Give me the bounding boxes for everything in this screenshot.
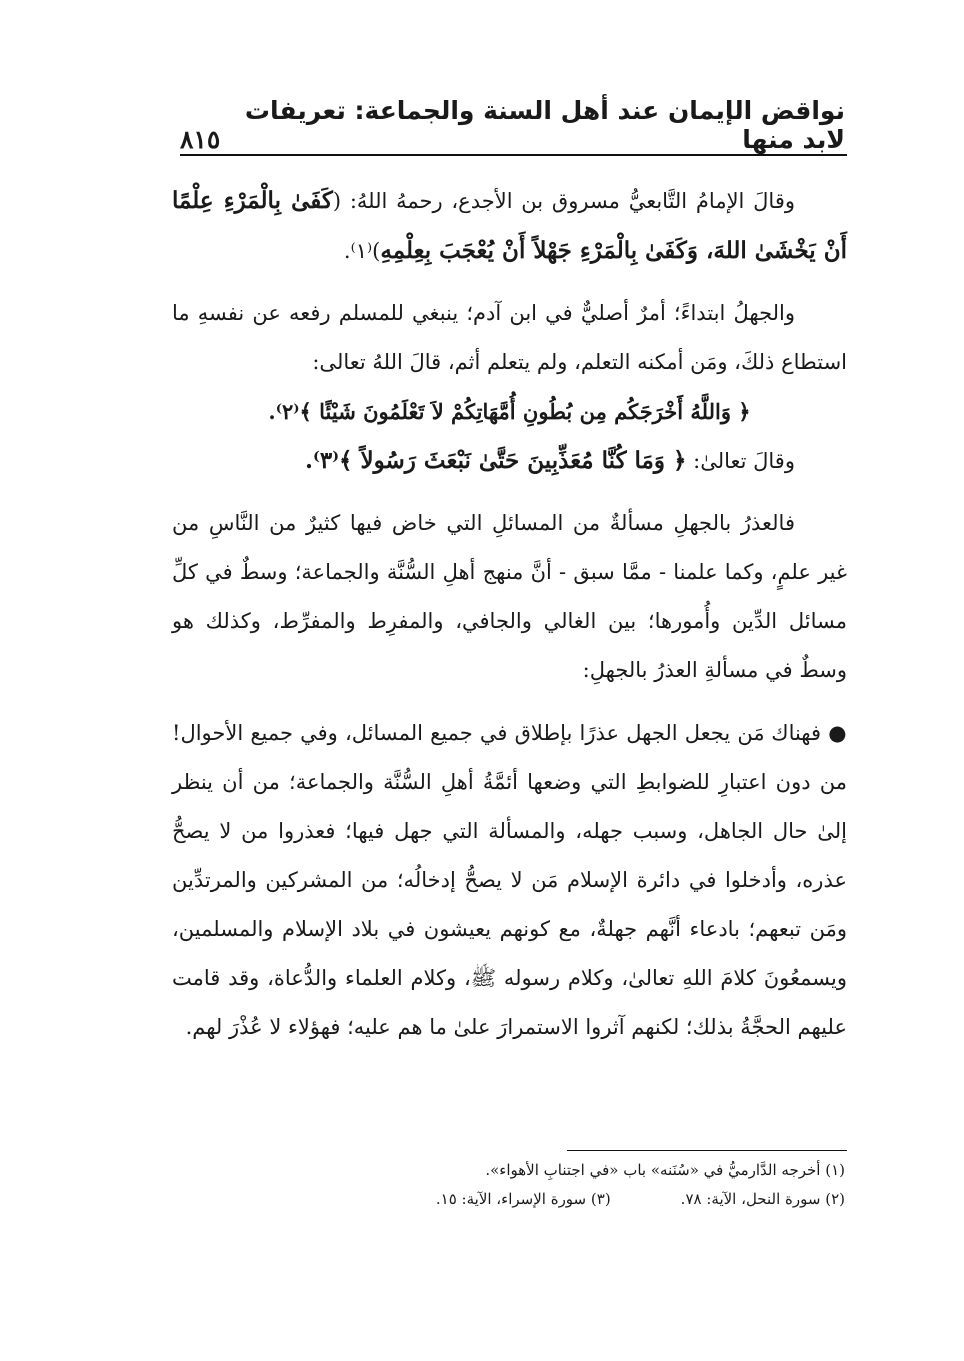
footnote-2: (٢) سورة النحل، الآية: ٧٨. (680, 1190, 845, 1208)
page-number: ٨١٥ (180, 125, 221, 154)
running-header (180, 96, 845, 154)
quote-text: كَفَىٰ بِالْمَرْءِ عِلْمًا أَنْ يَخْشَىٰ اللهَ، وَكَفَىٰ بِالْمَرْءِ جَهْلاً أَنْ يُعْجَبَ بِعِلْمِهِ (172, 187, 847, 264)
verse-isra: ﴿ وَمَا كُنَّا مُعَذِّبِينَ حَتَّىٰ نَبْعَثَ رَسُولاً ﴾⁽٣⁾. (304, 447, 687, 474)
bullet-icon: ● (828, 720, 847, 745)
paragraph-ignorance: والجهلُ ابتداءً؛ أمرٌ أصليٌّ في ابن آدم؛ ينبغي للمسلم رفعه عن نفسهِ ما استطاع ذلكَ، ومَن أمكنه التعلم، ولم يتعلم أثم، قالَ اللهُ تعالى: (172, 301, 847, 374)
paragraph-bullet (172, 708, 847, 1052)
quote-intro: وقالَ الإمامُ التَّابعيُّ مسروق بن الأجدع، رحمهُ اللهُ: ( (332, 189, 795, 213)
paragraph-verse-isra (172, 436, 847, 486)
verse-nahl: ﴿ وَاللَّهُ أَخْرَجَكُم مِن بُطُونِ أُمَّهَاتِكُمْ لاَ تَعْلَمُونَ شَيْئًا ﴾⁽٢⁾. (268, 399, 751, 424)
quote-close: )⁽١⁾. (343, 239, 381, 263)
main-text (172, 176, 847, 1052)
verse-intro: وقالَ تعالىٰ: (686, 449, 795, 473)
footnote-1: (١) أخرجه الدَّارميُّ في «سُنَنه» باب «في اجتنابِ الأهواء». (485, 1161, 845, 1179)
paragraph-excuse: فالعذرُ بالجهلِ مسألةٌ من المسائلِ التي خاض فيها كثيرٌ من النَّاسِ من غير علمٍ، وكما علمنا - ممَّا سبق - أنَّ منهج أهلِ السُّنَّة والجماعة؛ وسطٌ في كلِّ مسائل الدِّين وأُمورها؛ بين الغالي والجافي، والمفرِط والمفرِّط، وكذلك هو وسطٌ في مسألةِ العذرُ بالجهلِ: (172, 511, 847, 682)
footnote-rule (567, 1150, 847, 1151)
paragraph-quote (172, 176, 847, 276)
header-rule (180, 154, 847, 156)
footnotes (265, 1156, 845, 1214)
running-title: نواقض الإيمان عند أهل السنة والجماعة: تعريفات لابد منها (244, 96, 845, 154)
footnote-3: (٣) سورة الإسراء، الآية: ١٥. (435, 1190, 611, 1208)
bullet-text: فهناك مَن يجعل الجهل عذرًا بإطلاق في جميع المسائل، وفي جميع الأحوال! من دون اعتبارِ للضوابطِ التي وضعها أئمَّةُ أهلِ السُّنَّة والجماعة؛ من أن ينظر إلىٰ حال الجاهل، وسبب جهله، والمسألة التي جهل فيها؛ فعذروا من لا يصحُّ عذره، وأدخلوا في دائرة الإسلام مَن لا يصحُّ إدخالُه؛ من المشركين والمرتدِّين ومَن تبعهم؛ بادعاء أنَّهم جهلةٌ، مع كونهم يعيشون في بلاد الإسلام والمسلمين، ويسمعُونَ كلامَ اللهِ تعالىٰ، وكلام رسوله ﷺ، وكلام العلماء والدُّعاة، وقد قامت عليهم الحجَّةُ بذلك؛ لكنهم آثروا الاستمرارَ علىٰ ما هم عليه؛ فهؤلاء لا عُذْرَ لهم. (172, 721, 847, 1039)
